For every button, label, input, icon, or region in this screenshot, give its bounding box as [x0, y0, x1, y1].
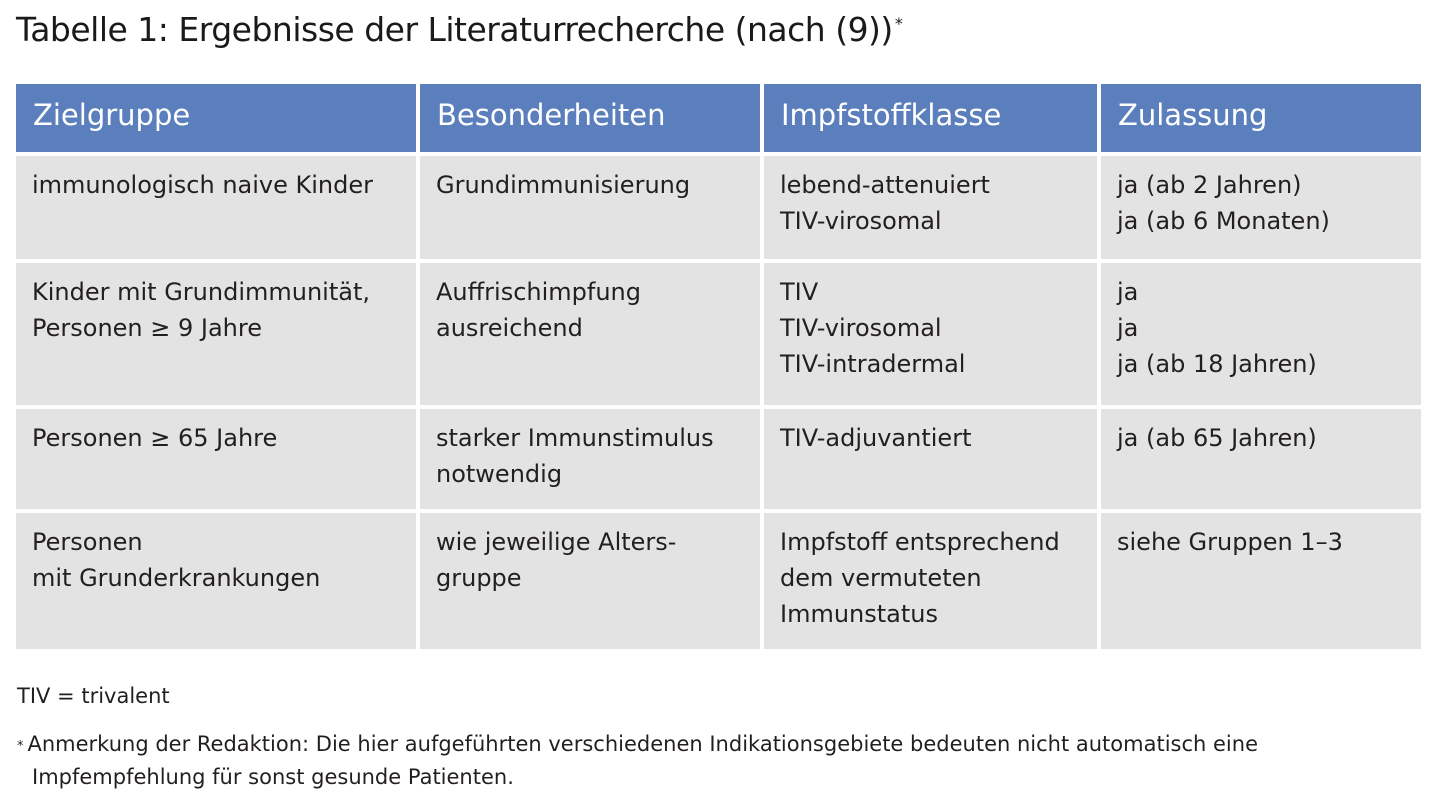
table-cell — [16, 156, 416, 259]
abbreviation-note: TIV = trivalent — [17, 684, 170, 708]
table-cell — [764, 513, 1097, 649]
cell-line: immunologisch naive Kinder — [32, 171, 373, 199]
cell-line: siehe Gruppen 1–3 — [1117, 528, 1343, 556]
column-header-zielgruppe: Zielgruppe — [16, 84, 416, 152]
cell-line: Immunstatus — [780, 600, 939, 628]
cell-line: Auffrischimpfung — [436, 278, 641, 306]
cell-line: Personen ≥ 9 Jahre — [32, 314, 262, 342]
table-cell — [420, 513, 760, 649]
cell-line: starker Immunstimulus — [436, 424, 714, 452]
cell-line: ja — [1117, 278, 1139, 306]
results-table — [16, 84, 1421, 649]
cell-line: TIV-virosomal — [780, 207, 942, 235]
table-cell — [764, 263, 1097, 405]
cell-line: ja (ab 6 Monaten) — [1117, 207, 1330, 235]
table-title-text: Tabelle 1: Ergebnisse der Literaturrecherche (nach (9)) — [16, 10, 893, 49]
table-cell — [420, 156, 760, 259]
column-header-zulassung: Zulassung — [1101, 84, 1421, 152]
cell-line: Personen — [32, 528, 143, 556]
table-cell — [764, 409, 1097, 509]
table-title — [16, 10, 902, 49]
editorial-footnote — [17, 728, 1397, 794]
cell-line: TIV — [780, 278, 819, 306]
cell-line: Grundimmunisierung — [436, 171, 691, 199]
cell-line: Impfstoff entsprechend — [780, 528, 1060, 556]
cell-line: gruppe — [436, 564, 522, 592]
footnote-text-line1: Anmerkung der Redaktion: Die hier aufgeführten verschiedenen Indikationsgebiete bedeuten nicht automatisch eine — [27, 732, 1258, 756]
cell-line: Kinder mit Grundimmunität, — [32, 278, 370, 306]
column-header-impfstoffklasse: Impfstoffklasse — [764, 84, 1097, 152]
footnote-text-line2: Impfempfehlung für sonst gesunde Patienten. — [32, 765, 514, 789]
cell-line: ja (ab 18 Jahren) — [1117, 350, 1317, 378]
cell-line: ja (ab 2 Jahren) — [1117, 171, 1302, 199]
table-cell — [420, 263, 760, 405]
table-cell — [1101, 513, 1421, 649]
cell-line: ausreichend — [436, 314, 583, 342]
cell-line: TIV-virosomal — [780, 314, 942, 342]
cell-line: mit Grunderkrankungen — [32, 564, 321, 592]
cell-line: TIV-intradermal — [780, 350, 966, 378]
cell-line: dem vermuteten — [780, 564, 982, 592]
table-cell — [1101, 263, 1421, 405]
table-cell — [16, 409, 416, 509]
table-cell — [420, 409, 760, 509]
cell-line: ja (ab 65 Jahren) — [1117, 424, 1317, 452]
table-cell — [16, 263, 416, 405]
cell-line: notwendig — [436, 460, 563, 488]
title-footnote-marker: * — [894, 14, 903, 33]
cell-line: wie jeweilige Alters- — [436, 528, 677, 556]
cell-line: ja — [1117, 314, 1139, 342]
column-header-besonderheiten: Besonderheiten — [420, 84, 760, 152]
table-cell — [764, 156, 1097, 259]
cell-line: Personen ≥ 65 Jahre — [32, 424, 278, 452]
cell-line: lebend-attenuiert — [780, 171, 990, 199]
table-cell — [1101, 156, 1421, 259]
table-cell — [16, 513, 416, 649]
cell-line: TIV-adjuvantiert — [780, 424, 972, 452]
footnote-marker: * — [17, 739, 24, 754]
table-cell — [1101, 409, 1421, 509]
